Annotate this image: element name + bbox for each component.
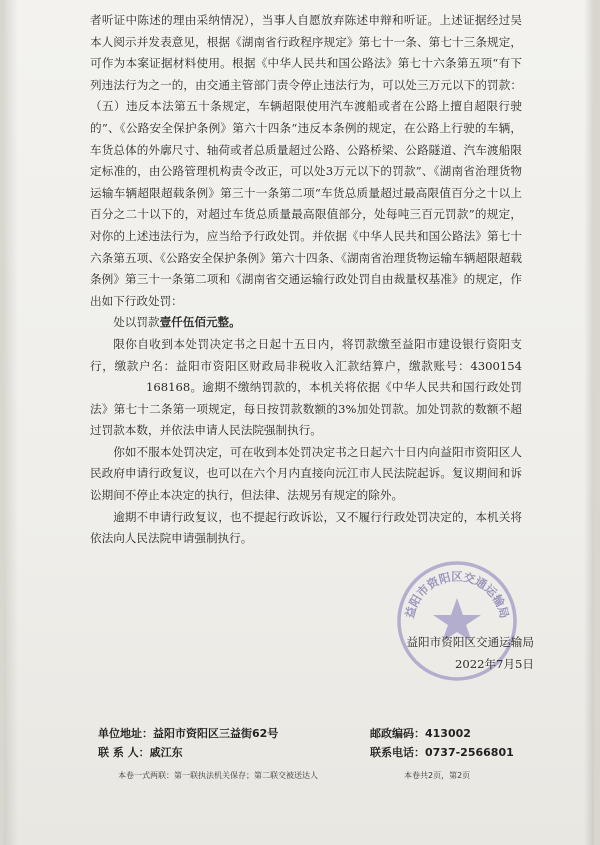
appeal-paragraph: 你如不服本处罚决定，可在收到本处罚决定书之日起六十日内向益阳市资阳区人民政府申请行政复议，也可以在六个月内直接向沅江市人民法院起诉。复议期间和诉讼期间不停止本决定的执行，但法律、法规另有规定的除外。 (90, 444, 522, 503)
account-number-end: 168168 (146, 380, 191, 395)
footer-address (98, 725, 278, 741)
issuing-agency: 益阳市资阳区交通运输局 (406, 635, 534, 649)
page-edge-shadow-right (584, 0, 594, 845)
page-note: 本卷共2页，第2页 (404, 771, 471, 780)
page-edge-shadow-left (4, 0, 18, 845)
postcode-label: 邮政编码： (370, 727, 425, 740)
footer-postcode (370, 725, 471, 741)
phone-label: 联系电话： (370, 746, 425, 759)
address-label: 单位地址： (98, 727, 153, 740)
account-number-start: 4300154 (470, 358, 522, 373)
postcode-value: 413002 (425, 727, 471, 740)
issue-date: 2022年7月5日 (454, 657, 534, 671)
penalty-paragraph (90, 312, 522, 334)
penalty-prefix: 处以罚款 (113, 315, 160, 330)
footer-contact (98, 744, 183, 760)
phone-value: 0737-2566801 (425, 746, 514, 759)
penalty-amount: 壹仟伍佰元整。 (159, 315, 241, 330)
payment-paragraph (90, 334, 522, 442)
late-payment-terms: 。逾期不缴纳罚款的，本机关将依据《中华人民共和国行政处罚法》第七十二条第一项规定，每日按罚款数额的3%加处罚款。加处罚款的数额不超过罚款本数，并依法申请人民法院强制执行。 (90, 380, 522, 438)
decision-body (90, 10, 534, 550)
footer-phone (370, 744, 514, 760)
document-page (4, 0, 594, 845)
contact-label: 联 系 人： (98, 746, 150, 759)
copies-note: 本卷一式两联：第一联执法机关保存；第二联交被送达人 (118, 771, 318, 780)
seal-text: 益阳市资阳区交通运输局 (402, 569, 512, 620)
enforcement-paragraph: 逾期不申请行政复议，也不提起行政诉讼，又不履行行政处罚决定的，本机关将依法向人民法院申请强制执行。 (90, 509, 522, 546)
payment-instructions: 限你自收到本处罚决定书之日起十五日内，将罚款缴至益阳市建设银行资阳支行，缴款户名：益阳市资阳区财政局非税收入汇款结算户，缴款账号： (90, 336, 522, 373)
legal-basis-paragraph: 者听证中陈述的理由采纳情况），当事人自愿放弃陈述申辩和听证。上述证据经过吴 本人阅示并发表意见，根据《湖南省行政程序规定》第七十一条、第七十三条规定，可作为本案证据材料使用。根据《中华人民共和国公路法》第七十六条第五项“有下列违法行为之一的，由交通主管部门责令停止违法行为，可以处三万元以下的罚款：（五）违反本法第五十条规定，车辆超限使用汽车渡船或者在公路上擅自超限行驶的”、《公路安全保护条例》第六十四条“违反本条例的规定，在公路上行驶的车辆，车货总体的外廓尺寸、轴荷或者总质量超过公路、公路桥梁、公路隧道、汽车渡船限定标准的，由公路管理机构责令改正，可以处3万元以下的罚款”、《湖南省治理货物运输车辆超限超载条例》第三十一条第二项“车货总质量超过最高限值百分之十以上百分之二十以下的，对超过车货总质量最高限值部分，处每吨三百元罚款”的规定，对你的上述违法行为，应当给予行政处罚。并依据《中华人民共和国公路法》第七十六条第五项、《公路安全保护条例》第六十四条、《湖南省治理货物运输车辆超限超载条例》第三十一条第二项和《湖南省交通运输行政处罚自由裁量权基准》的规定，作出如下行政处罚： (90, 13, 534, 308)
address-value: 益阳市资阳区三益街62号 (153, 727, 279, 740)
contact-value: 戚江东 (149, 746, 183, 759)
